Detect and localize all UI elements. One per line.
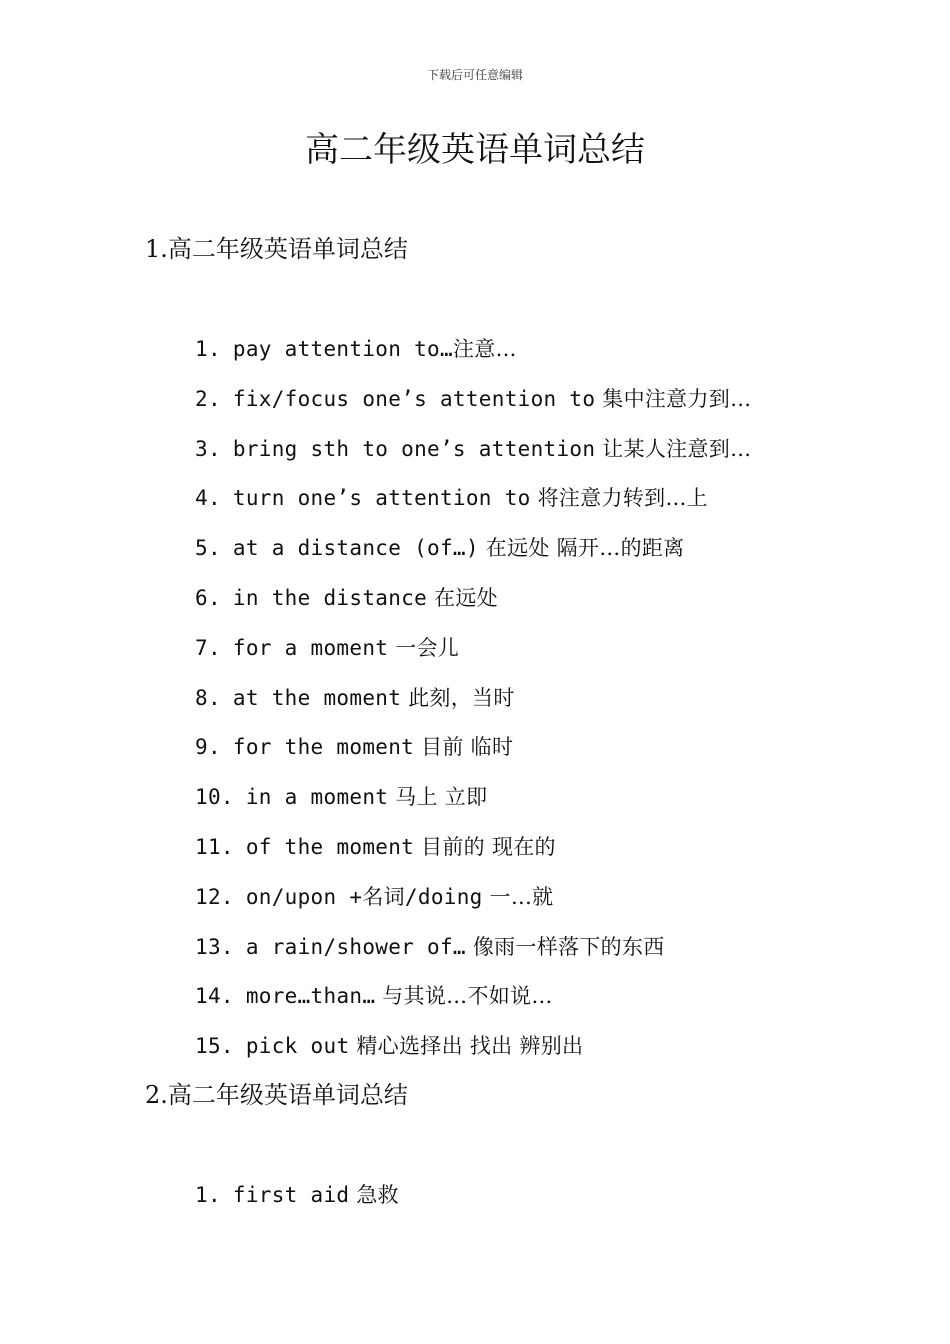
list-item	[195, 384, 751, 434]
item-chinese: 集中注意力到…	[595, 386, 752, 411]
list-item	[195, 882, 751, 932]
list-item	[195, 782, 751, 832]
item-chinese: 目前 临时	[414, 735, 514, 760]
section-heading-1: 1.高二年级英语单词总结	[145, 235, 408, 263]
vocab-list-2	[195, 1180, 399, 1230]
section-heading-2: 2.高二年级英语单词总结	[145, 1081, 408, 1109]
item-english: a rain/shower of…	[245, 934, 466, 959]
list-item	[195, 483, 751, 533]
item-english: more…than…	[245, 984, 376, 1009]
item-chinese: 一会儿	[388, 635, 460, 660]
item-english: at a distance (of…)	[232, 536, 479, 561]
item-english: pick out	[245, 1034, 350, 1059]
list-item	[195, 334, 751, 384]
item-english: turn one’s attention to	[232, 486, 531, 511]
item-number: 2.	[195, 386, 221, 411]
item-chinese: 注意…	[452, 337, 517, 361]
item-english: in the distance	[232, 585, 428, 610]
item-number: 6.	[195, 585, 221, 610]
item-number: 15.	[195, 1034, 234, 1059]
item-english: of the moment	[245, 834, 415, 859]
item-chinese: 在远处	[427, 585, 498, 610]
list-item	[195, 434, 751, 484]
item-english: first aid	[232, 1183, 350, 1207]
item-number: 8.	[195, 685, 221, 710]
item-number: 9.	[195, 735, 221, 760]
item-english: fix/focus one’s attention to	[232, 386, 596, 411]
item-chinese: 一…就	[482, 884, 554, 909]
item-english: for a moment	[232, 635, 389, 660]
item-chinese: 急救	[349, 1183, 399, 1207]
item-number: 4.	[195, 486, 221, 511]
item-english: bring sth to one’s attention	[232, 436, 596, 461]
item-number: 3.	[195, 436, 221, 461]
list-item	[195, 981, 751, 1031]
list-item	[195, 583, 751, 633]
item-number: 12.	[195, 884, 234, 909]
item-chinese: 像雨一样落下的东西	[465, 934, 665, 959]
list-item	[195, 1180, 399, 1230]
item-english: pay attention to…	[232, 337, 453, 361]
vocab-list-1	[195, 334, 751, 1081]
item-chinese: 在远处 隔开…的距离	[478, 536, 685, 561]
item-chinese: 目前的 现在的	[414, 834, 556, 859]
header-note: 下载后可任意编辑	[426, 68, 523, 82]
item-english: for the moment	[232, 735, 415, 760]
list-item	[195, 832, 751, 882]
item-chinese: 马上 立即	[388, 785, 488, 810]
item-number: 1.	[195, 1183, 221, 1207]
item-english: on/upon +名词/doing	[245, 884, 483, 909]
item-english: in a moment	[245, 785, 389, 810]
item-english: at the moment	[232, 685, 402, 710]
item-number: 13.	[195, 934, 234, 959]
list-item	[195, 932, 751, 982]
list-item	[195, 1031, 751, 1081]
item-chinese: 精心选择出 找出 辨别出	[349, 1034, 584, 1059]
item-number: 11.	[195, 834, 234, 859]
item-number: 14.	[195, 984, 234, 1009]
item-chinese: 与其说…不如说…	[375, 984, 553, 1009]
list-item	[195, 533, 751, 583]
item-chinese: 此刻，当时	[401, 685, 515, 710]
item-chinese: 将注意力转到…上	[530, 486, 708, 511]
item-number: 7.	[195, 635, 221, 660]
list-item	[195, 633, 751, 683]
item-number: 1.	[195, 337, 221, 361]
item-number: 10.	[195, 785, 234, 810]
item-chinese: 让某人注意到…	[595, 436, 752, 461]
page-title: 高二年级英语单词总结	[305, 130, 645, 170]
list-item	[195, 683, 751, 733]
item-number: 5.	[195, 536, 221, 561]
list-item	[195, 732, 751, 782]
